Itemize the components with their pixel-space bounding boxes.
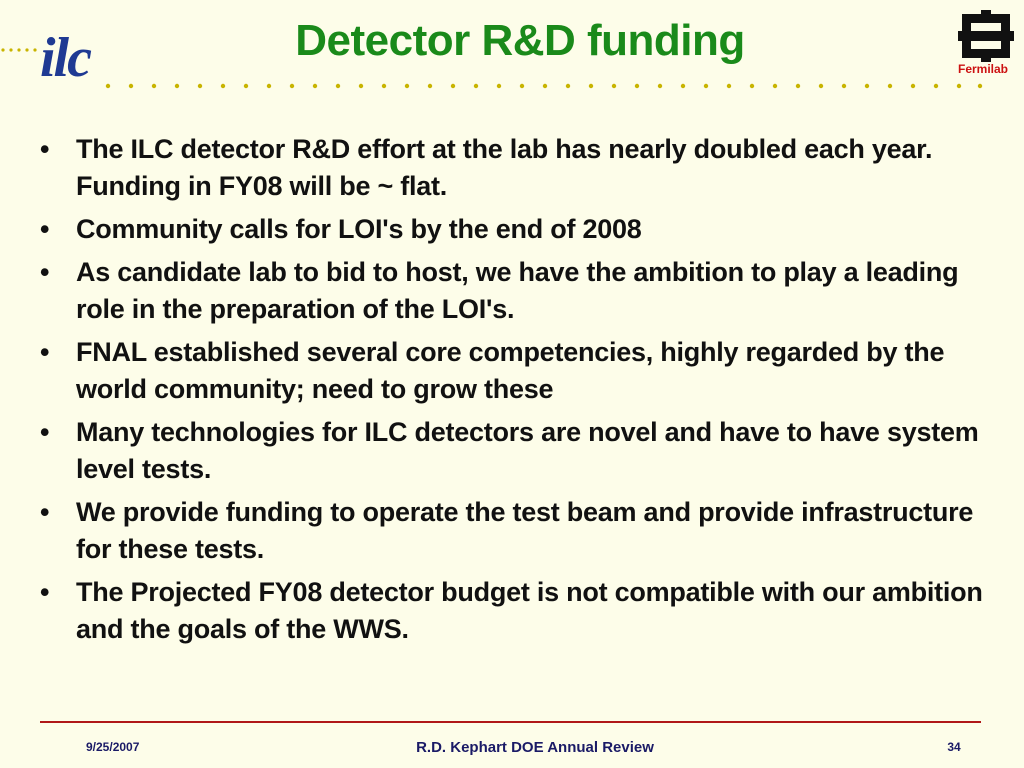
bullet-marker: • <box>40 497 50 527</box>
footer-date: 9/25/2007 <box>86 740 140 754</box>
footer-presenter: R.D. Kephart DOE Annual Review <box>416 739 654 756</box>
bullet-item <box>40 254 1000 328</box>
bullet-item <box>40 494 1000 568</box>
bullet-text: Community calls for LOI's by the end of 2008 <box>76 214 642 244</box>
footer-rule <box>40 721 981 723</box>
bullet-text: The ILC detector R&D effort at the lab has nearly doubled each year. Funding in FY08 will be ~ flat. <box>76 134 933 201</box>
page-number: 34 <box>947 740 961 754</box>
bullet-marker: • <box>40 577 50 607</box>
bullet-marker: • <box>40 134 50 164</box>
ilc-dot-trail <box>1 48 36 51</box>
bullet-list <box>40 131 1000 654</box>
bullet-item <box>40 414 1000 488</box>
bullet-item <box>40 131 1000 205</box>
ilc-logo-text: ilc <box>40 27 90 84</box>
title-dotted-rule <box>104 82 984 90</box>
ilc-logo <box>0 14 110 84</box>
bullet-marker: • <box>40 337 50 367</box>
bullet-text: FNAL established several core competencies, highly regarded by the world community; need to grow these <box>76 337 945 404</box>
fermilab-logo-icon <box>958 10 1014 62</box>
bullet-marker: • <box>40 214 50 244</box>
bullet-marker: • <box>40 417 50 447</box>
bullet-text: As candidate lab to bid to host, we have the ambition to play a leading role in the preparation of the LOI's. <box>76 257 959 324</box>
bullet-marker: • <box>40 257 50 287</box>
bullet-item <box>40 334 1000 408</box>
bullet-text: We provide funding to operate the test beam and provide infrastructure for these tests. <box>76 497 974 564</box>
bullet-text: Many technologies for ILC detectors are novel and have to have system level tests. <box>76 417 979 484</box>
bullet-item <box>40 574 1000 648</box>
fermilab-label: Fermilab <box>957 62 1008 76</box>
bullet-item <box>40 211 1000 248</box>
slide-title: Detector R&D funding <box>295 16 745 65</box>
bullet-text: The Projected FY08 detector budget is not compatible with our ambition and the goals of the WWS. <box>76 577 983 644</box>
